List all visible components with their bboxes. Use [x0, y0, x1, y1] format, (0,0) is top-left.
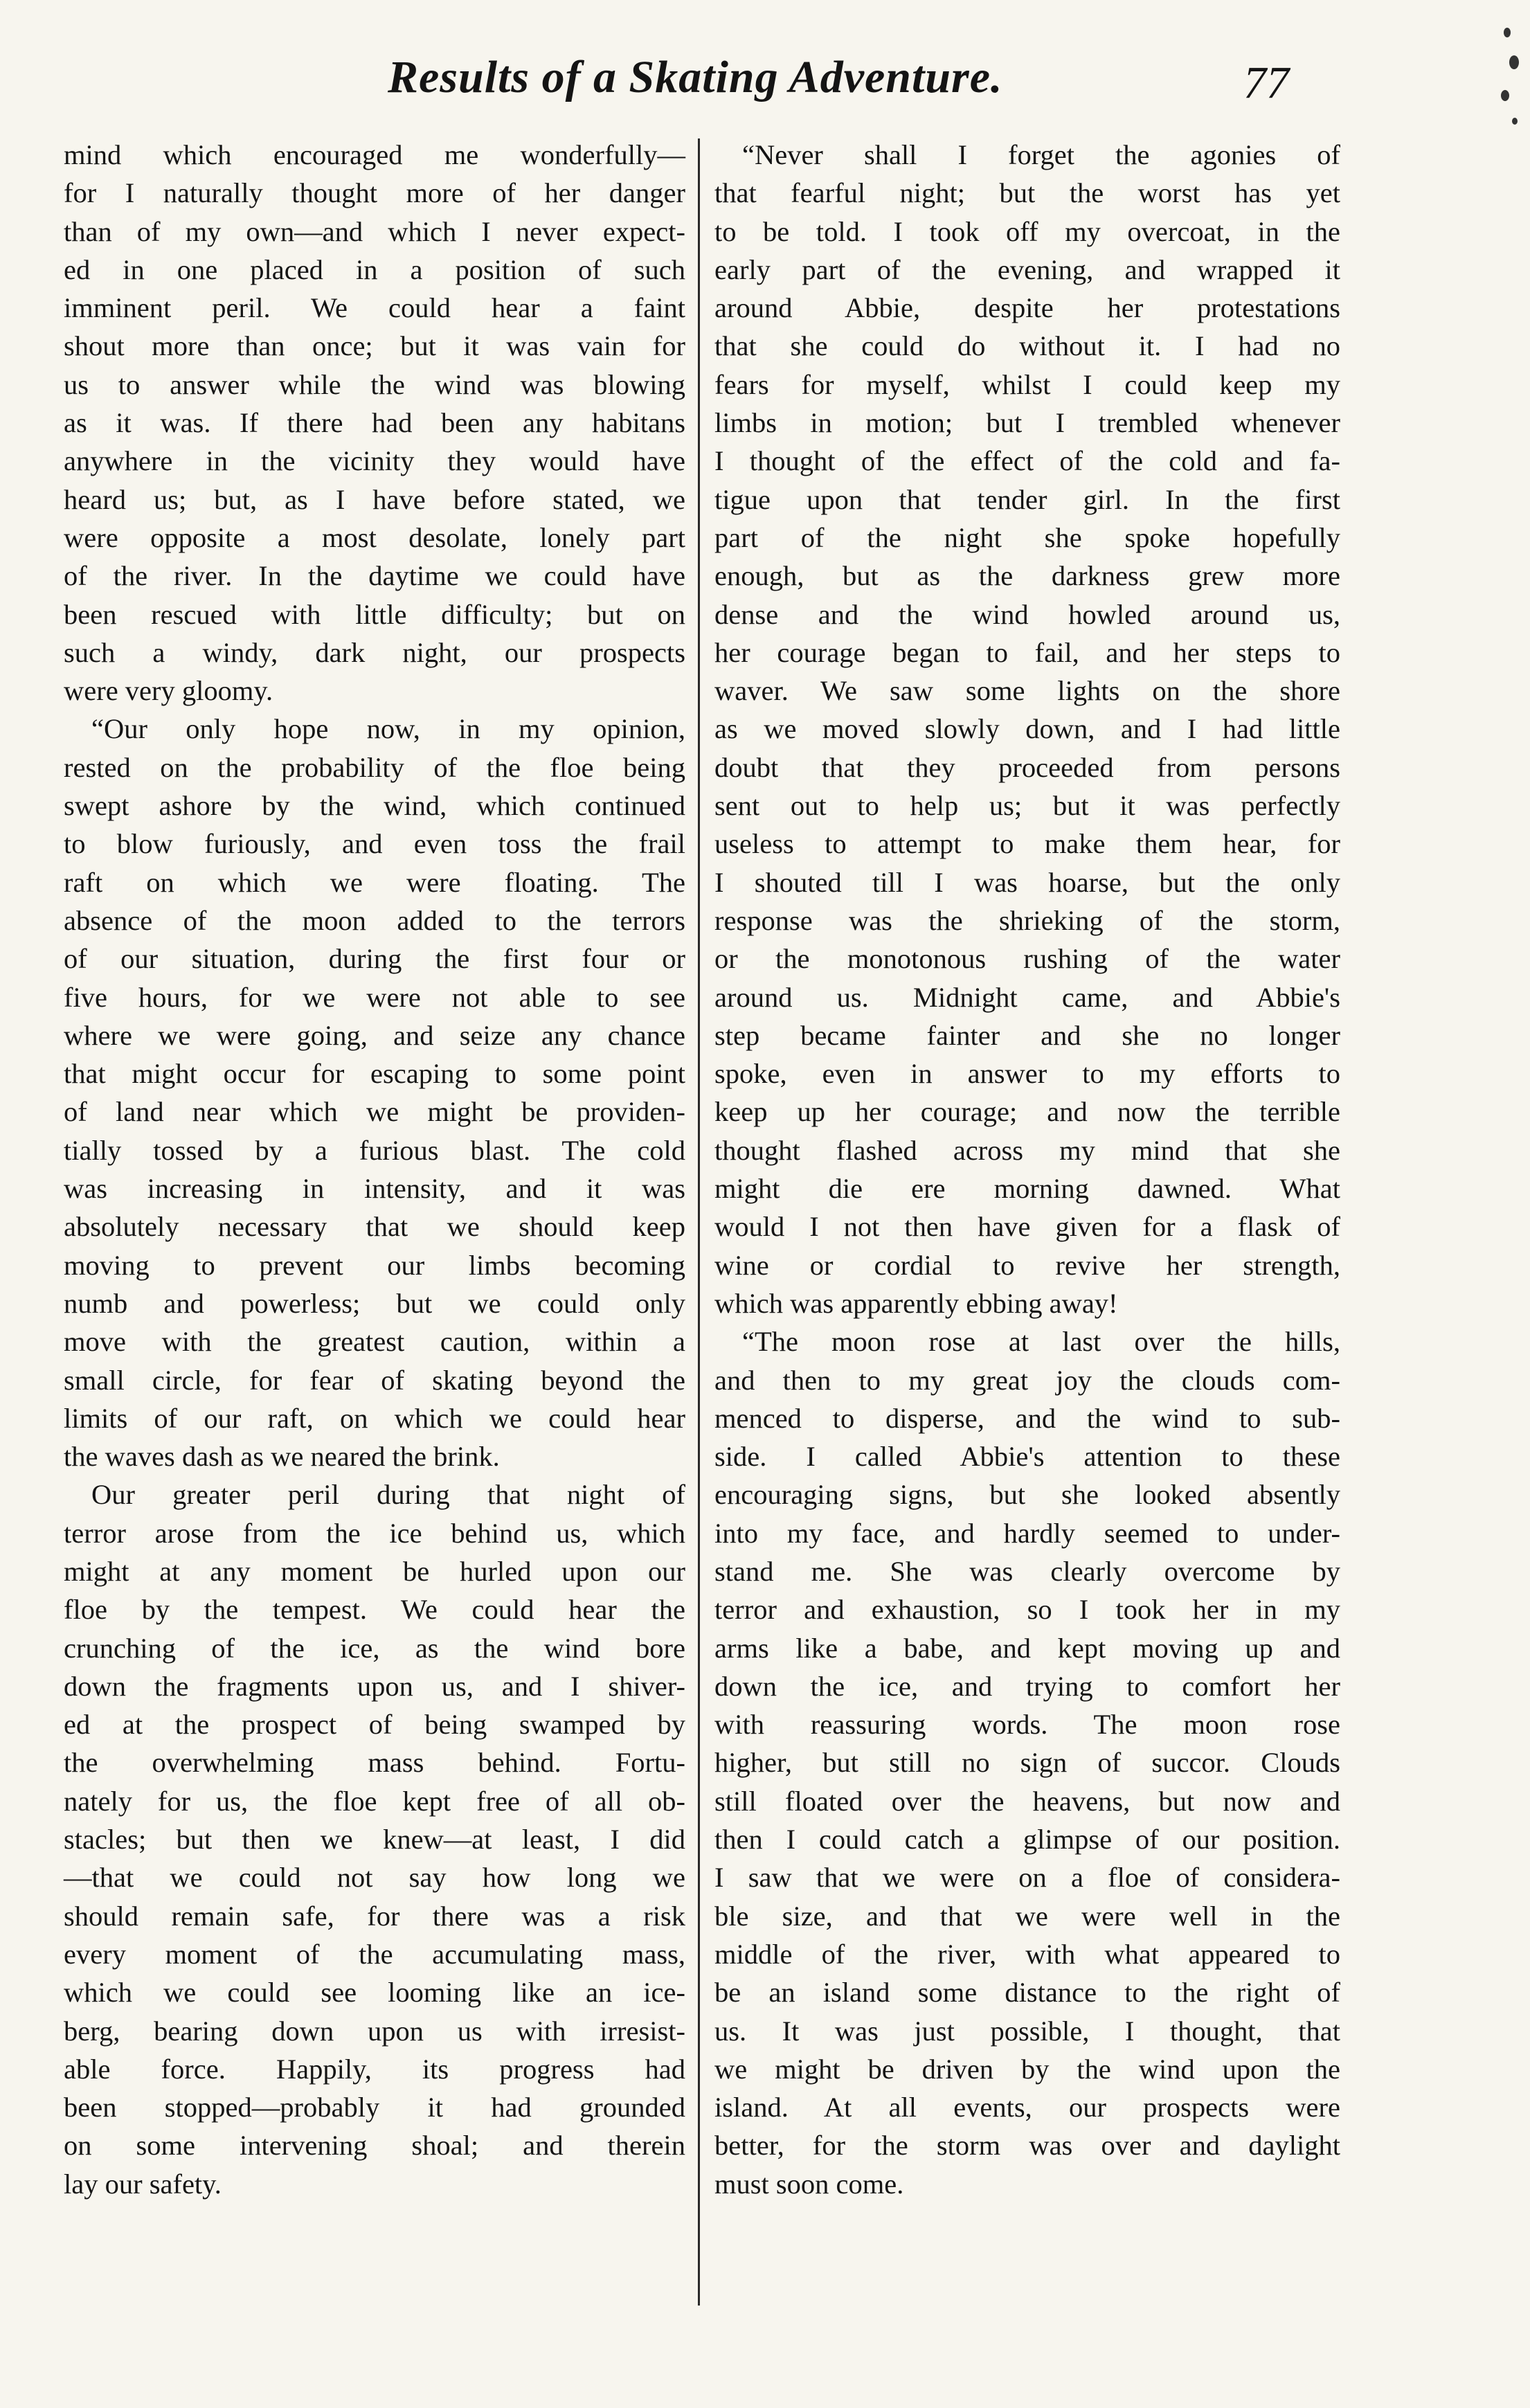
text-line: doubt that they proceeded from persons — [714, 751, 1340, 783]
text-line: sent out to help us; but it was perfectly — [714, 790, 1340, 822]
ink-speck — [1504, 28, 1511, 37]
text-line: us to answer while the wind was blowing — [64, 368, 685, 400]
text-line: be an island some distance to the right of — [714, 1977, 1340, 2009]
text-line: were opposite a most desolate, lonely part — [64, 521, 685, 553]
text-line: which we could see looming like an ice- — [64, 1977, 685, 2009]
text-line: might die ere morning dawned. What — [714, 1173, 1340, 1205]
text-line: crunching of the ice, as the wind bore — [64, 1632, 685, 1664]
text-line: been stopped—probably it had grounded — [64, 2092, 685, 2123]
text-line: side. I called Abbie's attention to these — [714, 1441, 1340, 1473]
text-line: down the fragments upon us, and I shiver- — [64, 1670, 685, 1702]
text-line: tially tossed by a furious blast. The cold — [64, 1134, 685, 1166]
text-line: spoke, even in answer to my efforts to — [714, 1058, 1340, 1090]
text-line: better, for the storm was over and daylight — [714, 2130, 1340, 2162]
text-line: raft on which we were floating. The — [64, 866, 685, 898]
text-line: on some intervening shoal; and therein — [64, 2130, 685, 2162]
page-edge-specks — [1488, 0, 1530, 180]
text-line: of the river. In the daytime we could have — [64, 560, 685, 592]
text-line: we might be driven by the wind upon the — [714, 2053, 1340, 2085]
text-line: were very gloomy. — [64, 675, 273, 707]
text-line: mind which encouraged me wonderfully— — [64, 139, 685, 170]
text-line: heard us; but, as I have before stated, we — [64, 483, 685, 515]
running-title: Results of a Skating Adventure. — [388, 52, 1003, 102]
text-line: swept ashore by the wind, which continued — [64, 790, 685, 822]
text-line: moving to prevent our limbs becoming — [64, 1249, 685, 1281]
text-line: five hours, for we were not able to see — [64, 981, 685, 1013]
text-line: the waves dash as we neared the brink. — [64, 1441, 500, 1473]
text-line: tigue upon that tender girl. In the first — [714, 483, 1340, 515]
text-line: still floated over the heavens, but now and — [714, 1785, 1340, 1817]
text-line: around us. Midnight came, and Abbie's — [714, 981, 1340, 1013]
text-line: the overwhelming mass behind. Fortu- — [64, 1747, 685, 1779]
text-line: as it was. If there had been any habitans — [64, 407, 685, 439]
text-line: ble size, and that we were well in the — [714, 1900, 1340, 1932]
text-line: middle of the river, with what appeared to — [714, 1938, 1340, 1970]
text-line: part of the night she spoke hopefully — [714, 521, 1340, 553]
text-line: that might occur for escaping to some point — [64, 1058, 685, 1090]
text-line: useless to attempt to make them hear, for — [714, 828, 1340, 860]
text-line: every moment of the accumulating mass, — [64, 1938, 685, 1970]
text-line: to be told. I took off my overcoat, in the — [714, 215, 1340, 247]
text-line: that she could do without it. I had no — [714, 330, 1340, 362]
text-line: for I naturally thought more of her danger — [64, 177, 685, 209]
text-line: such a windy, dark night, our prospects — [64, 636, 685, 668]
text-line: anywhere in the vicinity they would have — [64, 445, 685, 477]
text-line: absolutely necessary that we should keep — [64, 1211, 685, 1243]
text-line: —that we could not say how long we — [64, 1862, 685, 1894]
text-line: might at any moment be hurled upon our — [64, 1555, 685, 1587]
text-line: or the monotonous rushing of the water — [714, 943, 1340, 975]
ink-speck — [1509, 55, 1519, 69]
text-line: island. At all events, our prospects were — [714, 2092, 1340, 2123]
text-line: berg, bearing down upon us with irresist- — [64, 2015, 685, 2047]
text-line: absence of the moon added to the terrors — [64, 904, 685, 936]
text-line: keep up her courage; and now the terrible — [714, 1096, 1340, 1128]
text-line: stand me. She was clearly overcome by — [714, 1555, 1340, 1587]
text-line: shout more than once; but it was vain for — [64, 330, 685, 362]
text-line: must soon come. — [714, 2168, 904, 2200]
text-line: early part of the evening, and wrapped it — [714, 253, 1340, 285]
text-line: to blow furiously, and even toss the frail — [64, 828, 685, 860]
text-line: nately for us, the floe kept free of all ob- — [64, 1785, 685, 1817]
text-line: us. It was just possible, I thought, that — [714, 2015, 1340, 2047]
text-line: should remain safe, for there was a risk — [64, 1900, 685, 1932]
text-line: I shouted till I was hoarse, but the only — [714, 866, 1340, 898]
text-line: where we were going, and seize any chance — [64, 1019, 685, 1051]
text-line: fears for myself, whilst I could keep my — [714, 368, 1340, 400]
page-number: 77 — [1243, 57, 1289, 108]
text-line: imminent peril. We could hear a faint — [64, 292, 685, 324]
text-line: menced to disperse, and the wind to sub- — [714, 1402, 1340, 1434]
text-line: arms like a babe, and kept moving up and — [714, 1632, 1340, 1664]
text-line: higher, but still no sign of succor. Clouds — [714, 1747, 1340, 1779]
ink-speck — [1512, 118, 1518, 125]
column-divider — [698, 138, 700, 2306]
text-line: limbs in motion; but I trembled whenever — [714, 407, 1340, 439]
text-line: I saw that we were on a floe of considera- — [714, 1862, 1340, 1894]
text-line: “Never shall I forget the agonies of — [742, 139, 1340, 170]
text-line: thought flashed across my mind that she — [714, 1134, 1340, 1166]
text-line: as we moved slowly down, and I had little — [714, 713, 1340, 745]
text-line: wine or cordial to revive her strength, — [714, 1249, 1340, 1281]
text-line: of our situation, during the first four or — [64, 943, 685, 975]
text-line: “The moon rose at last over the hills, — [742, 1326, 1340, 1358]
text-line: Our greater peril during that night of — [91, 1479, 685, 1511]
text-line: step became fainter and she no longer — [714, 1019, 1340, 1051]
left-column — [64, 136, 685, 2203]
text-line: been rescued with little difficulty; but on — [64, 598, 685, 630]
text-line: would I not then have given for a flask of — [714, 1211, 1340, 1243]
text-line: terror and exhaustion, so I took her in my — [714, 1594, 1340, 1626]
text-line: dense and the wind howled around us, — [714, 598, 1340, 630]
text-line: “Our only hope now, in my opinion, — [91, 713, 685, 745]
text-line: lay our safety. — [64, 2168, 222, 2200]
text-line: encouraging signs, but she looked absently — [714, 1479, 1340, 1511]
ink-speck — [1501, 90, 1509, 101]
text-line: rested on the probability of the floe being — [64, 751, 685, 783]
text-line: then I could catch a glimpse of our position. — [714, 1824, 1340, 1856]
text-line: of land near which we might be providen- — [64, 1096, 685, 1128]
text-line: which was apparently ebbing away! — [714, 1287, 1118, 1319]
text-line: numb and powerless; but we could only — [64, 1287, 685, 1319]
text-line: was increasing in intensity, and it was — [64, 1173, 685, 1205]
text-line: move with the greatest caution, within a — [64, 1326, 685, 1358]
text-line: able force. Happily, its progress had — [64, 2053, 685, 2085]
text-line: floe by the tempest. We could hear the — [64, 1594, 685, 1626]
text-line: stacles; but then we knew—at least, I did — [64, 1824, 685, 1856]
text-line: that fearful night; but the worst has yet — [714, 177, 1340, 209]
text-line: small circle, for fear of skating beyond the — [64, 1364, 685, 1396]
text-line: down the ice, and trying to comfort her — [714, 1670, 1340, 1702]
text-line: ed in one placed in a position of such — [64, 253, 685, 285]
text-line: terror arose from the ice behind us, which — [64, 1517, 685, 1549]
text-line: into my face, and hardly seemed to under- — [714, 1517, 1340, 1549]
text-line: response was the shrieking of the storm, — [714, 904, 1340, 936]
text-line: with reassuring words. The moon rose — [714, 1709, 1340, 1741]
text-line: than of my own—and which I never expect- — [64, 215, 685, 247]
text-line: I thought of the effect of the cold and fa- — [714, 445, 1340, 477]
text-line: her courage began to fail, and her steps to — [714, 636, 1340, 668]
text-line: ed at the prospect of being swamped by — [64, 1709, 685, 1741]
right-column — [714, 136, 1340, 2203]
text-line: around Abbie, despite her protestations — [714, 292, 1340, 324]
text-line: waver. We saw some lights on the shore — [714, 675, 1340, 707]
text-line: and then to my great joy the clouds com- — [714, 1364, 1340, 1396]
text-line: limits of our raft, on which we could hear — [64, 1402, 685, 1434]
text-line: enough, but as the darkness grew more — [714, 560, 1340, 592]
